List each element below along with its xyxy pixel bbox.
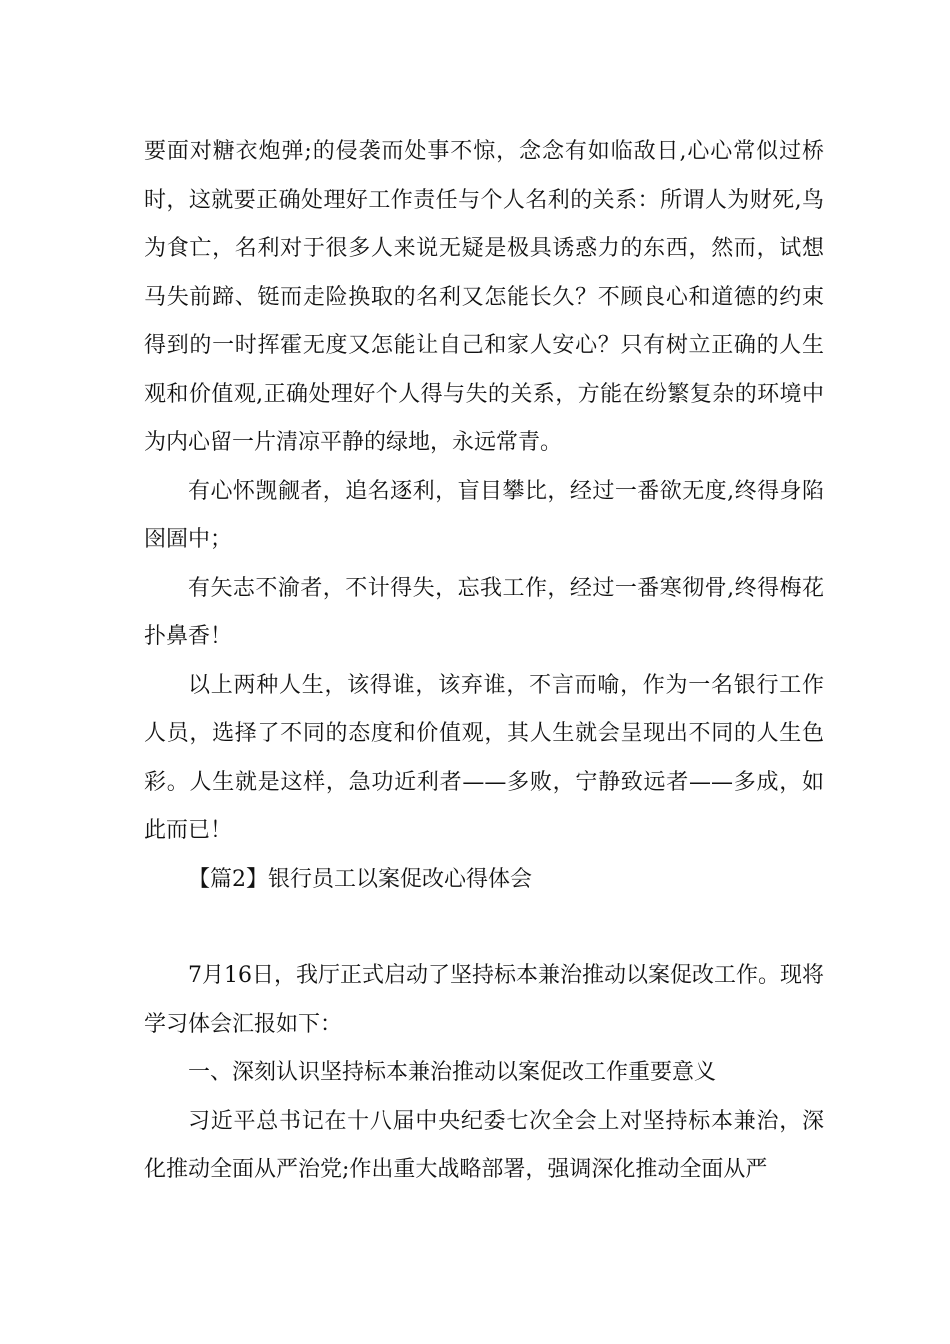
paragraph-conclusion: 以上两种人生，该得谁，该弃谁，不言而喻，作为一名银行工作人员，选择了不同的态度和价值观，其人生就会呈现出不同的人生色彩。人生就是这样，急功近利者——多败，宁静致远者——多成，如此而已！ [144,672,824,843]
paragraph-dedicated-person: 有矢志不渝者，不计得失，忘我工作，经过一番寒彻骨,终得梅花扑鼻香！ [144,575,824,649]
paragraph-greedy-person: 有心怀觊觎者，追名逐利，盲目攀比，经过一番欲无度,终得身陷囹圄中； [144,478,824,552]
document-body [144,128,824,1195]
paragraph-continuation: 要面对糖衣炮弹;的侵袭而处事不惊，念念有如临敌日,心心常似过桥时，这就要正确处理好工作责任与个人名利的关系：所谓人为财死,鸟为食亡，名利对于很多人来说无疑是极具诱惑力的东西，然而，试想马失前蹄、铤而走险换取的名利又怎能长久？不顾良心和道德的约束得到的一时挥霍无度又怎能让自己和家人安心？只有树立正确的人生观和价值观,正确处理好个人得与失的关系，方能在纷繁复杂的环境中为内心留一片清凉平静的绿地，永远常青。 [144,139,824,455]
blank-line [144,904,824,952]
paragraph-intro: 7月16日，我厅正式启动了坚持标本兼治推动以案促改工作。现将学习体会汇报如下： [144,963,824,1037]
section-heading-part2: 【篇2】银行员工以案促改心得体会 [188,866,532,892]
subheading-significance: 一、深刻认识坚持标本兼治推动以案促改工作重要意义 [188,1060,717,1085]
paragraph-xi-speech: 习近平总书记在十八届中央纪委七次全会上对坚持标本兼治，深化推动全面从严治党;作出重大战略部署，强调深化推动全面从严 [144,1108,824,1182]
